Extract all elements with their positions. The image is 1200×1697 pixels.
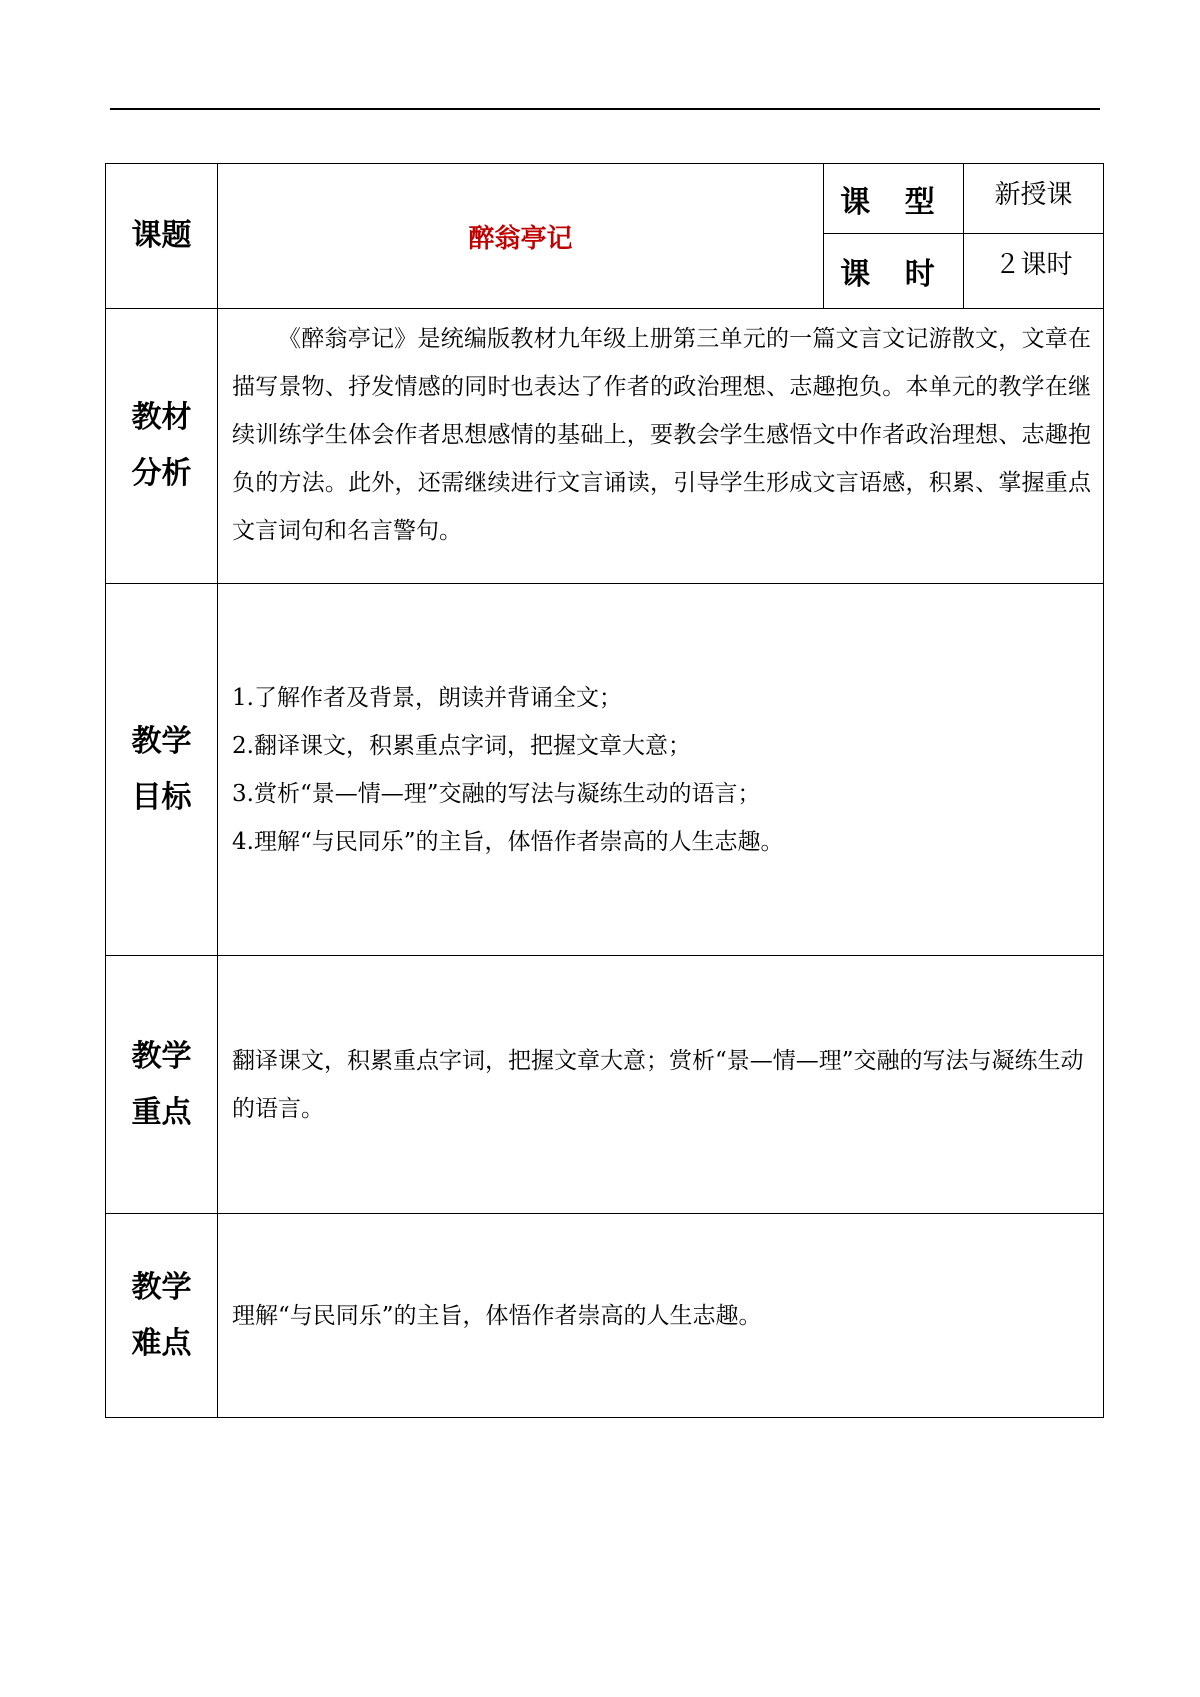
analysis-label [106, 309, 218, 584]
analysis-row [106, 309, 1104, 584]
objectives-label [106, 584, 218, 956]
objectives-label-line1: 教学 [131, 723, 192, 759]
analysis-content: 《醉翁亭记》是统编版教材九年级上册第三单元的一篇文言文记游散文，文章在描写景物、抒发情感的同时也表达了作者的政治理想、志趣抱负。本单元的教学在继续训练学生体会作者思想感情的基础上，要教会学生感悟文中作者政治理想、志趣抱负的方法。此外，还需继续进行文言诵读，引导学生形成文言语感，积累、掌握重点文言词句和名言警句。 [218, 309, 1104, 584]
key-points-label [106, 956, 218, 1214]
difficulties-row [106, 1214, 1104, 1418]
difficulties-label-line1: 教学 [131, 1269, 192, 1305]
lesson-plan-table [105, 163, 1104, 1418]
lesson-hours-label: 课 时 [824, 234, 964, 309]
objectives-list [232, 674, 1091, 866]
lesson-title: 醉翁亭记 [218, 164, 824, 309]
objectives-label-line2: 目标 [131, 779, 192, 815]
analysis-label-line1: 教材 [131, 400, 192, 435]
key-points-label-line1: 教学 [131, 1038, 192, 1074]
objective-item: 1.了解作者及背景，朗读并背诵全文； [232, 684, 622, 711]
key-points-content: 翻译课文，积累重点字词，把握文章大意；赏析“景—情—理”交融的写法与凝练生动的语言。 [218, 956, 1104, 1214]
lesson-hours-value: ２课时 [964, 234, 1104, 309]
lesson-type-value: 新授课 [964, 164, 1104, 234]
analysis-label-line2: 分析 [131, 456, 192, 491]
key-points-row [106, 956, 1104, 1214]
lesson-type-label: 课 型 [824, 164, 964, 234]
title-label: 课题 [106, 164, 218, 309]
objectives-row [106, 584, 1104, 956]
objectives-content [218, 584, 1104, 956]
header-rule [110, 108, 1100, 110]
title-row [106, 164, 1104, 234]
difficulties-label [106, 1214, 218, 1418]
difficulties-label-line2: 难点 [131, 1325, 192, 1361]
objective-item: 2.翻译课文，积累重点字词，把握文章大意； [232, 732, 691, 759]
objective-item: 3.赏析“景—情—理”交融的写法与凝练生动的语言； [232, 780, 761, 807]
key-points-label-line2: 重点 [131, 1094, 192, 1130]
difficulties-content: 理解“与民同乐”的主旨，体悟作者崇高的人生志趣。 [218, 1214, 1104, 1418]
objective-item: 4.理解“与民同乐”的主旨，体悟作者崇高的人生志趣。 [232, 828, 784, 855]
